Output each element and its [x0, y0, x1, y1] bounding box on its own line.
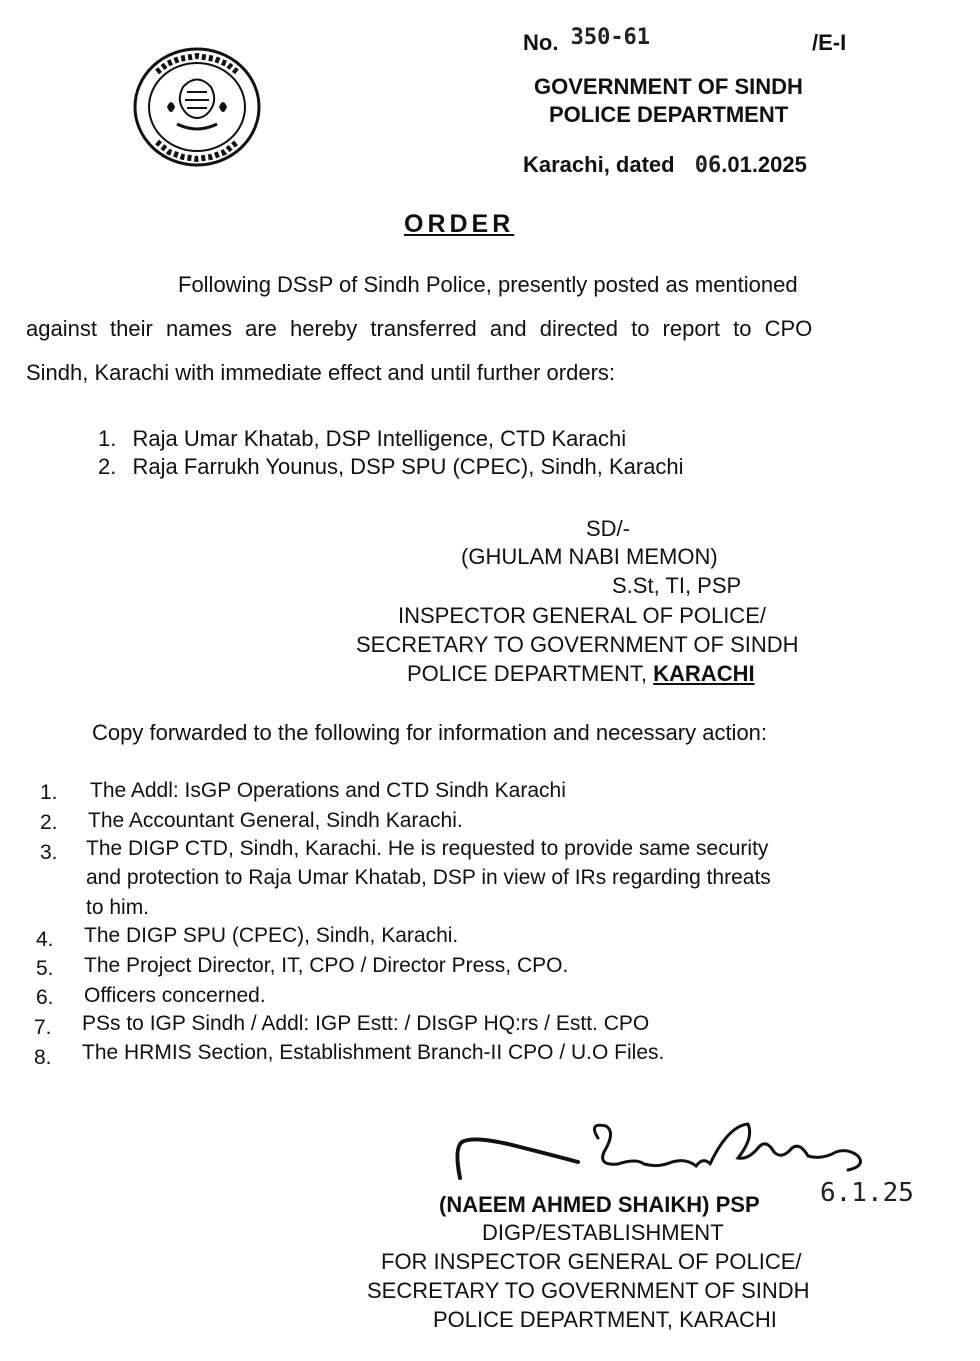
copy-item-text: The Addl: IsGP Operations and CTD Sindh Karachi [90, 779, 566, 802]
order-number [523, 25, 651, 56]
signatory2-designation-3: SECRETARY TO GOVERNMENT OF SINDH [367, 1278, 810, 1303]
org-line-1: GOVERNMENT OF SINDH [534, 74, 803, 99]
officer-item-text: Raja Farrukh Younus, DSP SPU (CPEC), Sindh, Karachi [132, 454, 684, 479]
officer-item [98, 426, 626, 452]
signatory2-designation-1: DIGP/ESTABLISHMENT [482, 1220, 724, 1245]
copy-item-number: 7. [34, 1016, 52, 1039]
copy-item-text: The Accountant General, Sindh Karachi. [88, 809, 463, 832]
order-number-suffix: /E-I [812, 30, 847, 55]
copy-item-text: Officers concerned. [84, 984, 266, 1007]
copy-item-text: and protection to Raja Umar Khatab, DSP in view of IRs regarding threats [86, 866, 771, 889]
order-date-day: 06 [694, 153, 722, 178]
order-date [523, 152, 807, 178]
signatory-name: (GHULAM NABI MEMON) [461, 544, 718, 569]
copy-item-text: The DIGP CTD, Sindh, Karachi. He is requested to provide same security [86, 837, 769, 860]
copy-item-text: to him. [86, 896, 150, 919]
order-date-prefix: Karachi, dated [523, 152, 675, 177]
order-number-handwritten: 350-61 [570, 25, 651, 50]
copy-item-number: 4. [36, 928, 54, 951]
copy-item-text: The DIGP SPU (CPEC), Sindh, Karachi. [84, 924, 459, 947]
signatory2-designation-2: FOR INSPECTOR GENERAL OF POLICE/ [381, 1249, 802, 1274]
signatory-city: KARACHI [653, 661, 755, 686]
order-date-rest: .01.2025 [721, 152, 807, 177]
signed-mark: SD/- [586, 516, 630, 541]
page-title: ORDER [404, 210, 515, 238]
signatory-department: POLICE DEPARTMENT, [407, 661, 648, 686]
body-line-1: Following DSsP of Sindh Police, presently posted as mentioned [178, 272, 798, 297]
copy-item-number: 8. [34, 1046, 52, 1069]
copy-item-text: The Project Director, IT, CPO / Director Press, CPO. [84, 954, 569, 977]
org-line-2: POLICE DEPARTMENT [549, 102, 789, 127]
signatory2-handwritten-date: 6.1.25 [820, 1178, 914, 1208]
signatory-designation-2: SECRETARY TO GOVERNMENT OF SINDH [356, 632, 799, 657]
signatory-designation-3 [407, 661, 755, 687]
order-number-prefix: No. [523, 30, 559, 55]
copy-item-text: The HRMIS Section, Establishment Branch-II CPO / U.O Files. [82, 1041, 665, 1064]
signatory-awards: S.St, TI, PSP [612, 573, 742, 598]
copy-intro: Copy forwarded to the following for information and necessary action: [92, 720, 768, 745]
body-line-2: against their names are hereby transferred and directed to report to CPO [26, 316, 813, 341]
signatory2-designation-4: POLICE DEPARTMENT, KARACHI [433, 1307, 777, 1332]
copy-item-text: PSs to IGP Sindh / Addl: IGP Estt: / DIsGP HQ:rs / Estt. CPO [82, 1012, 650, 1035]
copy-item-number: 2. [40, 811, 58, 834]
handwritten-signature [448, 1118, 878, 1190]
copy-item-number: 6. [36, 986, 54, 1009]
copy-item-number: 5. [36, 957, 54, 980]
officer-item-number: 2. [98, 454, 117, 479]
officer-item-number: 1. [98, 426, 117, 451]
copy-item-number: 1. [40, 781, 58, 804]
signatory2-name: (NAEEM AHMED SHAIKH) PSP [439, 1192, 760, 1217]
signatory-designation-1: INSPECTOR GENERAL OF POLICE/ [398, 603, 766, 628]
body-line-3: Sindh, Karachi with immediate effect and until further orders: [26, 360, 616, 385]
government-seal-icon [127, 42, 267, 172]
copy-item-number: 3. [40, 841, 58, 864]
officer-item [98, 454, 684, 480]
officer-item-text: Raja Umar Khatab, DSP Intelligence, CTD Karachi [132, 426, 627, 451]
